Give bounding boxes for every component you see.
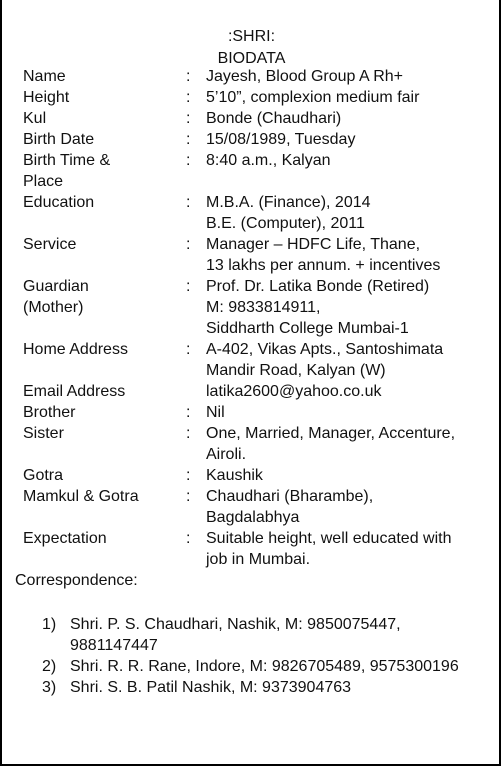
field-value xyxy=(206,108,503,129)
field-value-line xyxy=(206,171,503,192)
field-separator: : xyxy=(186,194,191,211)
field-label xyxy=(23,192,183,213)
biodata-row xyxy=(0,381,503,402)
biodata-row xyxy=(0,150,503,192)
field-value xyxy=(206,339,503,381)
field-separator: : xyxy=(186,341,191,358)
field-value xyxy=(206,402,503,423)
field-value-line: Bagdalabhya xyxy=(206,509,300,526)
field-value-line: Bonde (Chaudhari) xyxy=(206,110,342,127)
item-number: 3) xyxy=(42,679,57,696)
biodata-row xyxy=(0,234,503,276)
field-separator: : xyxy=(186,236,191,253)
field-label-line: Birth Time & xyxy=(23,152,111,169)
item-text: Shri. R. R. Rane, Indore, M: 9826705489, 9575300196 xyxy=(70,658,459,675)
item-text: Shri. S. B. Patil Nashik, M: 9373904763 xyxy=(70,679,352,696)
field-separator: : xyxy=(186,530,191,547)
correspondence-heading: Correspondence: xyxy=(15,572,138,589)
field-separator: : xyxy=(186,131,191,148)
field-separator: : xyxy=(186,89,191,106)
field-label xyxy=(23,150,183,192)
correspondence-list xyxy=(0,614,503,698)
field-value-line: Mandir Road, Kalyan (W) xyxy=(206,362,386,379)
field-label-line: Birth Date xyxy=(23,131,95,148)
biodata-row xyxy=(0,528,503,570)
field-value-line: Kaushik xyxy=(206,467,263,484)
biodata-row xyxy=(0,192,503,234)
biodata-row xyxy=(0,423,503,465)
biodata-row xyxy=(0,402,503,423)
field-separator: : xyxy=(186,425,191,442)
field-separator: : xyxy=(186,467,191,484)
field-value xyxy=(206,87,503,108)
field-value xyxy=(206,276,503,339)
field-label xyxy=(23,402,183,423)
field-label xyxy=(23,276,183,318)
biodata-table xyxy=(0,66,503,570)
field-value xyxy=(206,66,503,87)
biodata-row xyxy=(0,465,503,486)
field-value-line: job in Mumbai. xyxy=(206,551,311,568)
field-value-line: 8:40 a.m., Kalyan xyxy=(206,152,331,169)
field-label-line: Mamkul & Gotra xyxy=(23,488,139,505)
field-label xyxy=(23,528,183,549)
field-label-line: Expectation xyxy=(23,530,107,547)
field-label-line: Email Address xyxy=(23,383,126,400)
field-label-line: Service xyxy=(23,236,77,253)
biodata-row xyxy=(0,66,503,87)
biodata-row xyxy=(0,486,503,528)
field-value-line: Jayesh, Blood Group A Rh+ xyxy=(206,68,404,85)
item-text: Shri. P. S. Chaudhari, Nashik, M: 9850075447, 9881147447 xyxy=(70,616,401,654)
field-value-line: 15/08/1989, Tuesday xyxy=(206,131,356,148)
field-label xyxy=(23,423,183,444)
field-value xyxy=(206,150,503,192)
field-separator: : xyxy=(186,68,191,85)
correspondence-item xyxy=(0,614,503,656)
field-value xyxy=(206,234,503,276)
field-label xyxy=(23,234,183,255)
field-label-line: Home Address xyxy=(23,341,128,358)
biodata-row xyxy=(0,87,503,108)
document-title: BIODATA xyxy=(217,50,286,67)
field-value-line: A-402, Vikas Apts., Santoshimata xyxy=(206,341,444,358)
biodata-row xyxy=(0,339,503,381)
field-label xyxy=(23,66,183,87)
field-separator: : xyxy=(186,110,191,127)
field-value-line: Prof. Dr. Latika Bonde (Retired) xyxy=(206,278,430,295)
field-label-line: Height xyxy=(23,89,70,106)
field-value xyxy=(206,381,503,402)
field-label xyxy=(23,108,183,129)
field-label-line: Name xyxy=(23,68,66,85)
field-value-line: 5’10”, complexion medium fair xyxy=(206,89,420,106)
field-value xyxy=(206,129,503,150)
field-label xyxy=(23,339,183,360)
field-label xyxy=(23,129,183,150)
field-value xyxy=(206,423,503,465)
field-label-line: (Mother) xyxy=(23,299,84,316)
field-value-line: Siddharth College Mumbai-1 xyxy=(206,320,409,337)
field-label-line: Guardian xyxy=(23,278,89,295)
field-label-line: Sister xyxy=(23,425,64,442)
field-label xyxy=(23,465,183,486)
field-label-line: Gotra xyxy=(23,467,64,484)
header-shri: :SHRI: xyxy=(227,28,276,45)
field-value-line: Nil xyxy=(206,404,225,421)
correspondence-item xyxy=(0,656,503,677)
field-label-line: Place xyxy=(23,173,64,190)
field-label xyxy=(23,381,183,402)
item-number: 2) xyxy=(42,658,57,675)
field-value-line: One, Married, Manager, Accenture, xyxy=(206,425,456,442)
field-value-line: latika2600@yahoo.co.uk xyxy=(206,383,382,400)
field-value-line: M.B.A. (Finance), 2014 xyxy=(206,194,371,211)
field-label-line: Education xyxy=(23,194,95,211)
field-separator: : xyxy=(186,152,191,169)
field-separator: : xyxy=(186,278,191,295)
field-value-line: B.E. (Computer), 2011 xyxy=(206,215,365,232)
field-label xyxy=(23,486,183,507)
item-number: 1) xyxy=(42,616,57,633)
field-value-line: M: 9833814911, xyxy=(206,299,321,316)
field-value-line: Manager – HDFC Life, Thane, xyxy=(206,236,421,253)
field-separator: : xyxy=(186,404,191,421)
field-label-line: Brother xyxy=(23,404,76,421)
field-value-line: 13 lakhs per annum. + incentives xyxy=(206,257,441,274)
field-value-line: Airoli. xyxy=(206,446,247,463)
field-label xyxy=(23,87,183,108)
biodata-row xyxy=(0,108,503,129)
correspondence-item xyxy=(0,677,503,698)
field-value xyxy=(206,528,503,570)
field-value-line: Suitable height, well educated with xyxy=(206,530,452,547)
field-label-line: Kul xyxy=(23,110,47,127)
biodata-row xyxy=(0,276,503,339)
field-value-line: Chaudhari (Bharambe), xyxy=(206,488,374,505)
field-value xyxy=(206,486,503,528)
field-value xyxy=(206,465,503,486)
field-separator: : xyxy=(186,488,191,505)
field-value xyxy=(206,192,503,234)
biodata-row xyxy=(0,129,503,150)
